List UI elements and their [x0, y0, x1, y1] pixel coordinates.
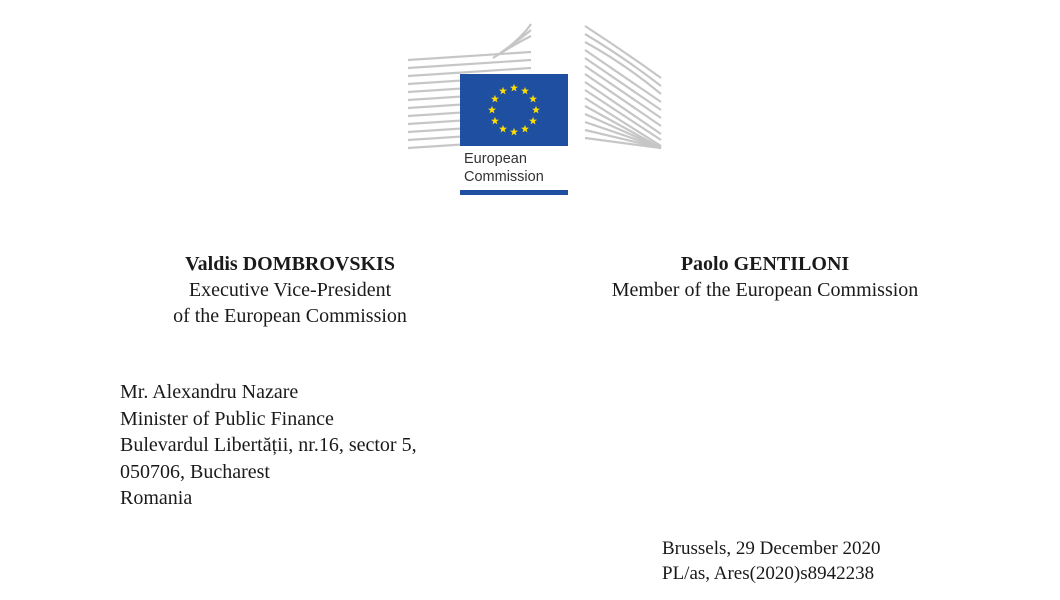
recipient-city: 050706, Bucharest	[120, 460, 270, 483]
european-commission-logo	[405, 22, 663, 200]
recipient-title: Minister of Public Finance	[120, 407, 334, 430]
reference-number: PL/as, Ares(2020)s8942238	[662, 562, 875, 584]
logo-underline	[460, 190, 568, 195]
signatory-title-line2: of the European Commission	[173, 305, 407, 327]
logo-text-line2: Commission	[464, 169, 544, 185]
recipient-address	[120, 379, 417, 512]
recipient-name: Mr. Alexandru Nazare	[120, 381, 299, 403]
recipient-country: Romania	[120, 487, 193, 509]
date-reference-block	[662, 537, 880, 586]
signatory-title-line1: Executive Vice-President	[188, 279, 392, 301]
signatory-gentiloni	[570, 251, 960, 303]
signatory-title-line1: Member of the European Commission	[611, 279, 919, 301]
signatory-name: Paolo GENTILONI	[680, 253, 850, 275]
signatory-dombrovskis	[130, 251, 450, 329]
place-date: Brussels, 29 December 2020	[662, 538, 881, 559]
recipient-street: Bulevardul Libertății, nr.16, sector 5,	[120, 434, 417, 456]
logo-wordmark	[464, 150, 544, 186]
logo-text-line1: European	[464, 151, 527, 167]
right-building-icon	[585, 26, 661, 148]
signatory-name: Valdis DOMBROVSKIS	[185, 253, 395, 275]
